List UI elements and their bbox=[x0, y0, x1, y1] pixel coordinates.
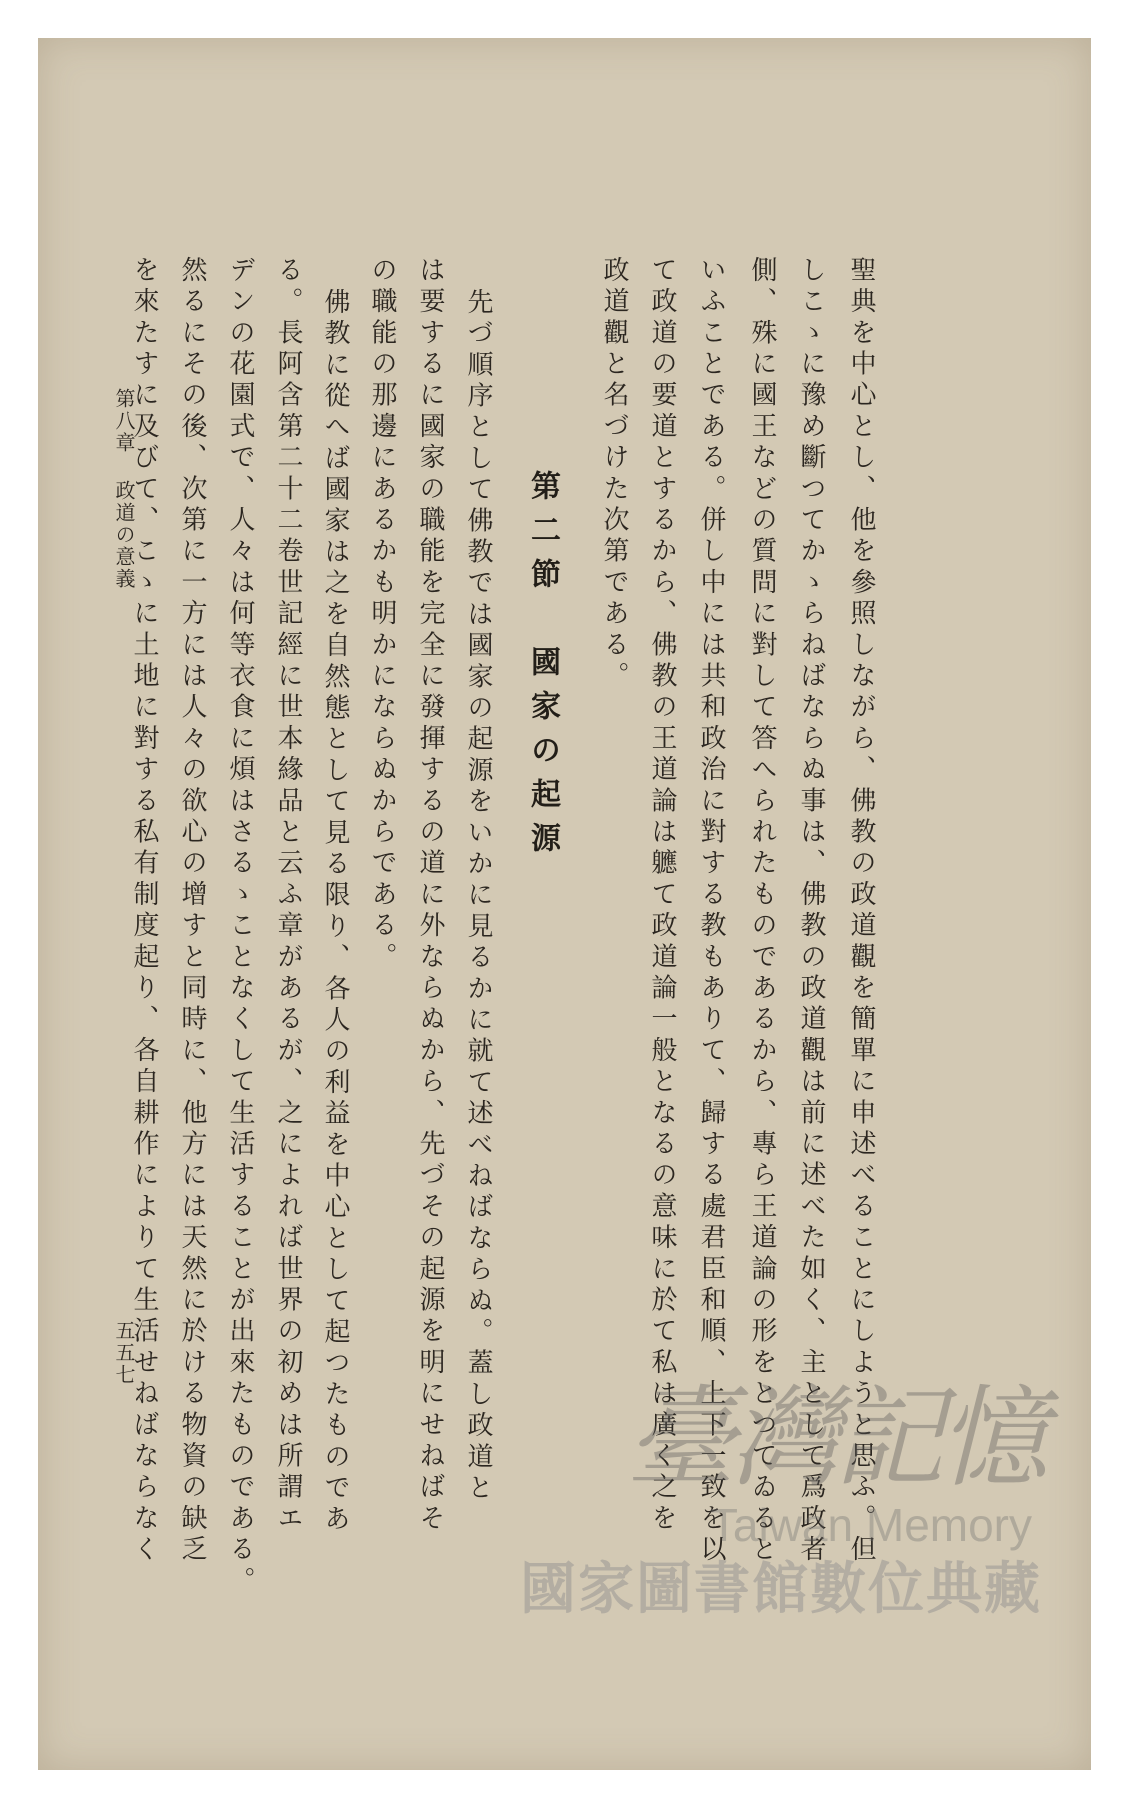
text-column: を來たすに及びて、こゝに土地に對する私有制度起り、各自耕作によりて生活せねばならなく bbox=[129, 256, 159, 1567]
chapter-title: 政道の意義 bbox=[112, 480, 136, 590]
section-heading: 第二節 國家の起源 bbox=[525, 470, 560, 866]
text-column: の職能の那邊にあるかも明かにならぬからである。 bbox=[367, 256, 397, 974]
text-column: る。長阿含第二十二卷世記經に世本緣品と云ふ章があるが、之によれば世界の初めは所謂エ bbox=[273, 256, 303, 1536]
watermark-calligraphy: 臺灣記憶 bbox=[626, 1374, 1042, 1502]
text-column: 政道觀と名づけた次第である。 bbox=[599, 256, 629, 693]
text-column: 然るにその後、次第に一方には人々の欲心の增すと同時に、他方には天然に於ける物資の缺乏 bbox=[177, 256, 207, 1567]
text-column: デンの花園式で、人々は何等衣食に煩はさるゝことなくして生活することが出來たものである。 bbox=[225, 256, 255, 1598]
text-column: 聖典を中心とし、他を參照しながら、佛教の政道觀を簡單に申述べることにしようと思ふ。但 bbox=[846, 256, 876, 1567]
text-column: 先づ順序として佛教では國家の起源をいかに見るかに就て述べねばならぬ。蓋し政道と bbox=[463, 288, 493, 1505]
page-number: 五五七 bbox=[112, 1320, 136, 1386]
text-column: 側、殊に國王などの質問に對して答へられたものであるから、專ら王道論の形をとつてゐると bbox=[747, 256, 777, 1567]
text-column: は要するに國家の職能を完全に發揮するの道に外ならぬから、先づその起源を明にせねばそ bbox=[415, 256, 445, 1536]
text-column: いふことである。併し中には共和政治に對する教もありて、歸する處君臣和順、上下一致を以 bbox=[696, 256, 726, 1567]
watermark-english: Taiwan Memory bbox=[709, 1499, 1032, 1551]
book-page bbox=[38, 38, 1091, 1770]
text-column: 佛教に從へば國家は之を自然態として見る限り、各人の利益を中心として起つたものであ bbox=[320, 288, 350, 1536]
text-column: しこゝに豫め斷つてかゝらねばならぬ事は、佛教の政道觀は前に述べた如く、主として爲政者 bbox=[796, 256, 826, 1567]
chapter-label: 第八章 bbox=[112, 388, 136, 454]
text-column: て政道の要道とするから、佛教の王道論は軈て政道論一般となるの意味に於て私は廣く之を bbox=[647, 256, 677, 1536]
running-header bbox=[110, 388, 139, 590]
watermark-library-name: 國家圖書館數位典藏 bbox=[520, 1557, 1042, 1622]
